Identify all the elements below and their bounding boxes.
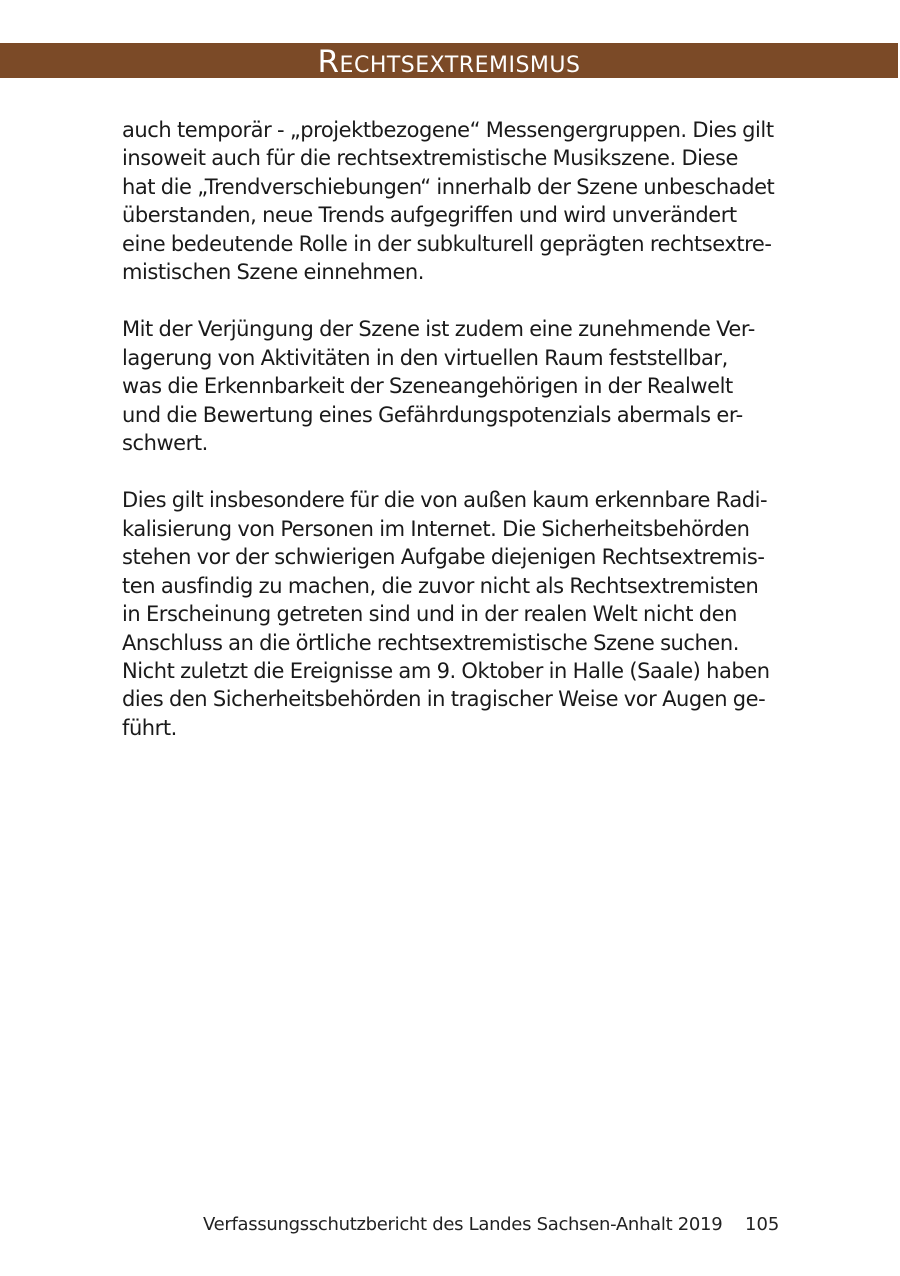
publication-title: Verfassungsschutzbericht des Landes Sachsen-Anhalt 2019 bbox=[203, 1214, 723, 1235]
text-line: überstanden, neue Trends aufgegriffen und wird unverändert bbox=[122, 203, 737, 228]
text-line: dies den Sicherheitsbehörden in tragischer Weise vor Augen ge- bbox=[122, 687, 766, 712]
page-footer bbox=[0, 1214, 900, 1242]
text-line: Nicht zuletzt die Ereignisse am 9. Oktober in Halle (Saale) haben bbox=[122, 658, 770, 683]
text-line: schwert. bbox=[122, 431, 208, 456]
text-line: führt. bbox=[122, 715, 177, 740]
text-line: Mit der Verjüngung der Szene ist zudem eine zunehmende Ver- bbox=[122, 317, 755, 342]
text-line: lagerung von Aktivitäten in den virtuellen Raum feststellbar, bbox=[122, 345, 728, 370]
text-line: hat die „Trendverschiebungen“ innerhalb der Szene unbeschadet bbox=[122, 174, 775, 199]
page-body bbox=[122, 116, 782, 771]
paragraph-1 bbox=[122, 116, 782, 286]
section-title: Rechtsextremismus bbox=[317, 44, 581, 80]
text-line: stehen vor der schwierigen Aufgabe diejenigen Rechtsextremis- bbox=[122, 545, 765, 570]
text-line: Dies gilt insbesondere für die von außen kaum erkennbare Radi- bbox=[122, 488, 768, 513]
text-line: in Erscheinung getreten sind und in der realen Welt nicht den bbox=[122, 602, 737, 627]
paragraph-2 bbox=[122, 315, 782, 457]
section-header-bar bbox=[0, 43, 898, 78]
text-line: eine bedeutende Rolle in der subkulturell geprägten rechtsextre- bbox=[122, 231, 772, 256]
text-line: auch temporär - „projektbezogene“ Messengergruppen. Dies gilt bbox=[122, 118, 774, 142]
text-line: insoweit auch für die rechtsextremistische Musikszene. Diese bbox=[122, 146, 738, 171]
text-line: Anschluss an die örtliche rechtsextremistische Szene suchen. bbox=[122, 630, 739, 655]
text-line: was die Erkennbarkeit der Szeneangehörigen in der Realwelt bbox=[122, 374, 733, 399]
page-number: 105 bbox=[745, 1214, 780, 1235]
text-line: ten ausfindig zu machen, die zuvor nicht als Rechtsextremisten bbox=[122, 573, 759, 598]
text-line: und die Bewertung eines Gefährdungspotenzials abermals er- bbox=[122, 402, 743, 427]
paragraph-3 bbox=[122, 486, 782, 742]
text-line: mistischen Szene einnehmen. bbox=[122, 260, 424, 285]
text-line: kalisierung von Personen im Internet. Die Sicherheitsbehörden bbox=[122, 516, 750, 541]
